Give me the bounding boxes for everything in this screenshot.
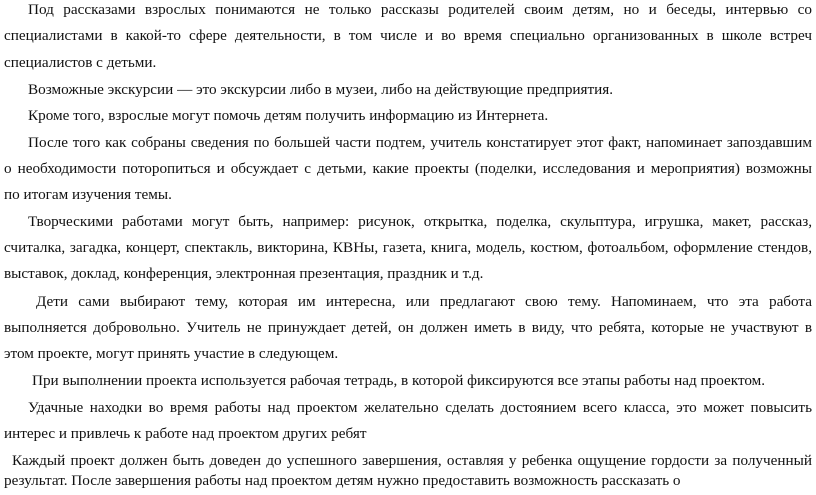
text-line: интерес и привлечь к работе над проектом других ребят bbox=[4, 425, 367, 442]
text-line: Кроме того, взрослые могут помочь детям получить информацию из Интернета. bbox=[28, 107, 549, 124]
text-line: Каждый проект должен быть доведен до успешного завершения, оставляя у ребенка ощущение гордости за полученный bbox=[12, 452, 812, 469]
text-line: Творческими работами могут быть, например: рисунок, открытка, поделка, скульптура, игрушка, макет, рассказ, bbox=[28, 213, 812, 230]
text-line: Возможные экскурсии — это экскурсии либо в музеи, либо на действующие предприятия. bbox=[28, 81, 614, 98]
text-line: этом проекте, могут принять участие в следующем. bbox=[4, 345, 339, 362]
text-line: После того как собраны сведения по большей части подтем, учитель констатирует этот факт, напоминает запоздавшим bbox=[28, 134, 812, 151]
text-line: выставок, доклад, конференция, электронная презентация, праздник и т.д. bbox=[4, 265, 484, 282]
text-line: результат. После завершения работы над проектом детям нужно предоставить возможность рассказать о bbox=[4, 472, 681, 489]
text-line: При выполнении проекта используется рабочая тетрадь, в которой фиксируются все этапы работы над проектом. bbox=[32, 372, 766, 389]
text-line: о необходимости поторопиться и обсуждает с детьми, какие проекты (поделки, исследования и мероприятия) возможны bbox=[4, 160, 812, 177]
text-line: Под рассказами взрослых понимаются не только рассказы родителей своим детям, но и беседы, интервью со bbox=[28, 1, 812, 18]
text-line: специалистами в какой-то сфере деятельности, в том числе и во время специально организованных в школе встреч bbox=[4, 27, 812, 44]
text-line: Удачные находки во время работы над проектом желательно сделать достоянием всего класса, это может повысить bbox=[28, 399, 812, 416]
text-line: по итогам изучения темы. bbox=[4, 186, 172, 203]
text-line: специалистов с детьми. bbox=[4, 54, 157, 71]
text-line: считалка, загадка, концерт, спектакль, викторина, КВНы, газета, книга, модель, костюм, фотоальбом, оформление стендов, bbox=[4, 239, 812, 256]
text-line: выполняется добровольно. Учитель не принуждает детей, он должен иметь в виду, что ребята, которые не участвуют в bbox=[4, 319, 812, 336]
text-line: Дети сами выбирают тему, которая им интересна, или предлагают свою тему. Напоминаем, что эта работа bbox=[36, 293, 812, 310]
